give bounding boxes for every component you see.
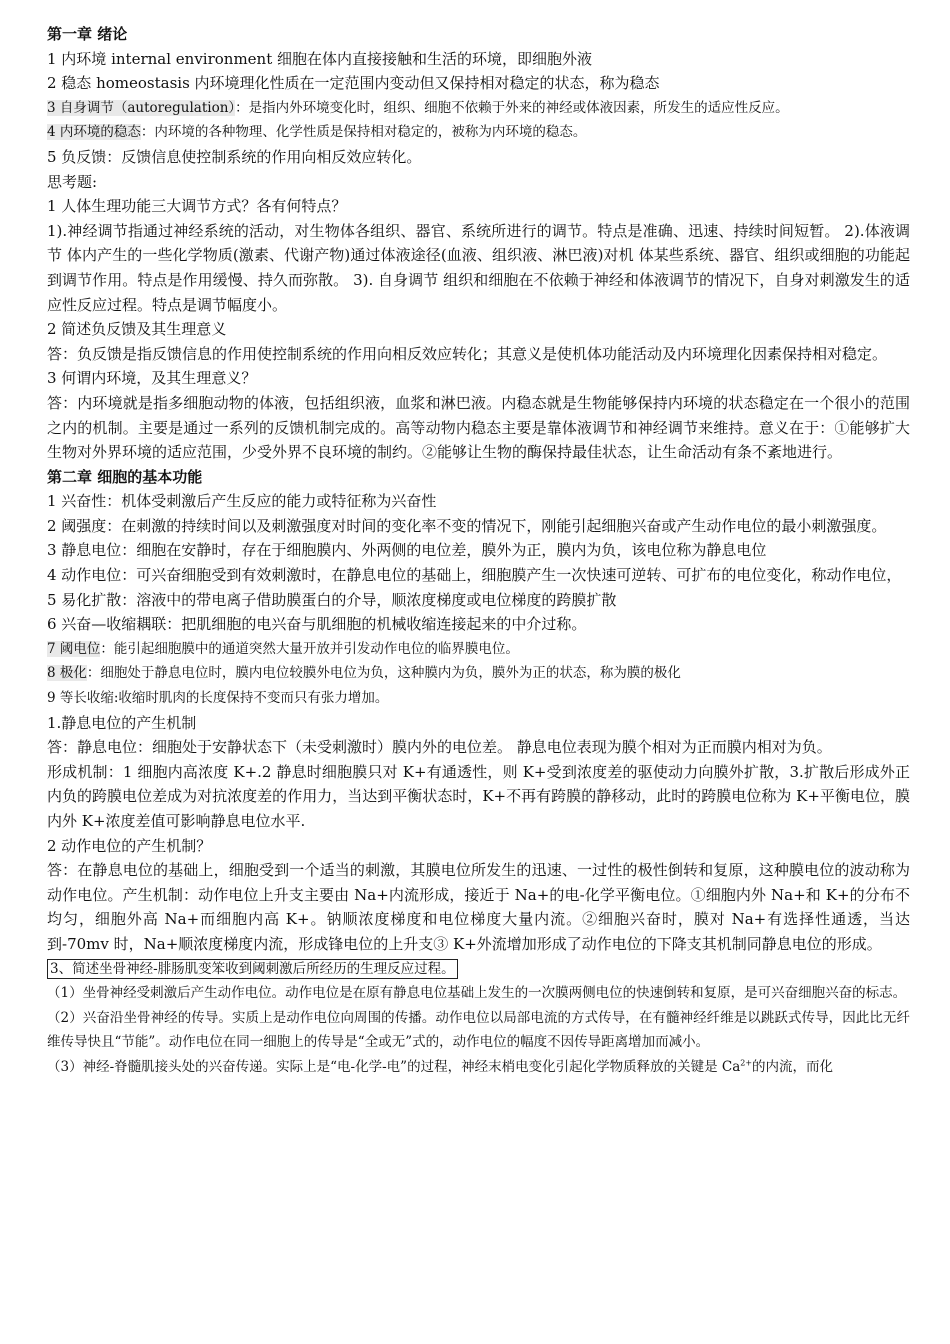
ch1-def-1: 1 内环境 internal environment 细胞在体内直接接触和生活的环境，即细胞外液 [47,49,593,68]
ch2-def-7 [47,637,910,662]
ch2-answer-1a: 答：静息电位：细胞处于安静状态下（未受刺激时）膜内外的电位差。 静息电位表现为膜个相对为正而膜内相对为负。 [47,738,832,757]
ch2-def-7-text: ：能引起细胞膜中的通道突然大量开放并引发动作电位的临界膜电位。 [100,640,519,657]
ch1-def-2: 2 稳态 homeostasis 内环境理化性质在一定范围内变动但又保持相对稳定的状态，称为稳态 [47,74,660,93]
ch1-question-3: 3 何谓内环境，及其生理意义？ [47,369,257,388]
chapter2-title: 第二章 细胞的基本功能 [47,467,203,486]
ch2-question-3-boxed: 3、简述坐骨神经-腓肠肌变笨收到阈刺激后所经历的生理反应过程。 [47,959,458,979]
ch2-answer-2: 答：在静息电位的基础上，细胞受到一个适当的刺激，其膜电位所发生的迅速、一过性的极性倒转和复原，这种膜电位的波动称为动作电位。产生机制：动作电位上升支主要由 Na+内流形成，接近于 Na+的电-化学平衡电位。①细胞内外 Na+和 K+的分布不均匀，细胞外高 Na+而细胞内高 K+。钠顺浓度梯度和电位梯度大量内流。②细胞兴奋时，膜对 Na+有选择性通透，当达到-70mv 时，Na+顺浓度梯度内流，形成锋电位的上升支③ K+外流增加形成了动作电位的下降支其机制同静息电位的形成。 [47,861,910,953]
ch2-answer-3-1: （1）坐骨神经受刺激后产生动作电位。动作电位是在原有静息电位基础上发生的一次膜两侧电位的快速倒转和复原，是可兴奋细胞兴奋的标志。 [47,985,907,1002]
ch1-def-4 [47,120,910,145]
ch1-question-2: 2 简述负反馈及其生理意义 [47,320,227,339]
ch2-question-1: 1.静息电位的产生机制 [47,713,197,732]
ch1-def-3-text: ：是指内外环境变化时，组织、细胞不依赖于外来的神经或体液因素，所发生的适应性反应。 [235,99,789,116]
ch1-def-5: 5 负反馈：反馈信息使控制系统的作用向相反效应转化。 [47,147,422,166]
ch1-answer-2: 答：负反馈是指反馈信息的作用使控制系统的作用向相反效应转化；其意义是使机体功能活动及内环境理化因素保持相对稳定。 [47,344,888,363]
ch2-answer-1b: 形成机制：1 细胞内高浓度 K+.2 静息时细胞膜只对 K+有通透性，则 K+受到浓度差的驱使动力向膜外扩散，3.扩散后形成外正内负的跨膜电位差成为对抗浓度差的作用力，当达到平衡状态时，K+不再有跨膜的静移动，此时的跨膜电位称为 K+平衡电位，膜内外 K+浓度差值可影响静息电位水平. [47,762,910,830]
chapter1-title: 第一章 绪论 [47,25,128,43]
ch1-answer-1: 1).神经调节指通过神经系统的活动，对生物体各组织、器官、系统所进行的调节。特点是准确、迅速、持续时间短暂。 2).体液调节 体内产生的一些化学物质(激素、代谢产物)通过体液途径(血液、组织液、淋巴液)对机 体某些系统、器官、组织或细胞的功能起到调节作用。特点是作用缓慢、持久而弥散。 3). 自身调节 组织和细胞在不依赖于神经和体液调节的情况下，自身对刺激发生的适应性反应过程。特点是调节幅度小。 [47,221,910,314]
ch2-answer-3-3 [47,1055,910,1080]
ch2-def-5: 5 易化扩散：溶液中的带电离子借助膜蛋白的介导，顺浓度梯度或电位梯度的跨膜扩散 [47,590,617,609]
ch2-def-8 [47,661,910,686]
ch2-def-1: 1 兴奋性：机体受刺激后产生反应的能力或特征称为兴奋性 [47,492,437,511]
ch2-def-2: 2 阈强度：在刺激的持续时间以及刺激强度对时间的变化率不变的情况下，刚能引起细胞兴奋或产生动作电位的最小刺激强度。 [47,516,887,535]
ch2-def-7-label: 7 阈电位 [47,640,101,657]
ch2-def-4: 4 动作电位：可兴奋细胞受到有效刺激时，在静息电位的基础上，细胞膜产生一次快速可逆转、可扩布的电位变化，称动作电位， [47,566,902,585]
ch2-question-2: 2 动作电位的产生机制？ [47,836,212,855]
ch2-question-3 [47,957,910,982]
ch1-def-4-label: 4 内环境的稳态 [47,124,141,141]
calcium-charge: 2+ [740,1058,753,1068]
ch2-def-9: 9 等长收缩:收缩时肌肉的长度保持不变而只有张力增加。 [47,690,389,707]
ch2-def-8-label: 8 极化 [47,665,87,682]
ch1-thinking-heading: 思考题: [47,172,98,191]
ch2-def-8-text: ：细胞处于静息电位时，膜内电位较膜外电位为负，这种膜内为负，膜外为正的状态，称为膜的极化 [86,665,681,682]
ch2-def-6: 6 兴奋—收缩耦联：把肌细胞的电兴奋与肌细胞的机械收缩连接起来的中介过称。 [47,615,587,634]
ch1-def-4-text: ：内环境的各种物理、化学性质是保持相对稳定的，被称为内环境的稳态。 [140,124,587,141]
ch2-answer-3-2: （2）兴奋沿坐骨神经的传导。实质上是动作电位向周围的传播。动作电位以局部电流的方式传导，在有髓神经纤维是以跳跃式传导，因此比无纤维传导快且“节能”。动作电位在同一细胞上的传导是“全或无”式的，动作电位的幅度不因传导距离增加而减小。 [47,1009,910,1051]
ch1-question-1: 1 人体生理功能三大调节方式？各有何特点？ [47,197,347,216]
ch1-def-3-label: 3 自身调节（autoregulation） [47,99,236,116]
ch2-answer-3-3a: （3）神经-脊髓肌接头处的兴奋传递。实际上是“电-化学-电”的过程，神经末梢电变化引起化学物质释放的关键是 Ca [47,1058,741,1075]
ch1-def-3 [47,96,910,121]
ch1-answer-3: 答：内环境就是指多细胞动物的体液，包括组织液，血浆和淋巴液。内稳态就是生物能够保持内环境的状态稳定在一个很小的范围之内的机制。主要是通过一系列的反馈机制完成的。高等动物内稳态主要是靠体液调节和神经调节来维持。意义在于：①能够扩大生物对外界环境的适应范围，少受外界不良环境的制约。②能够让生物的酶保持最佳状态，让生命活动有条不紊地进行。 [47,393,910,462]
ch2-def-3: 3 静息电位：细胞在安静时，存在于细胞膜内、外两侧的电位差，膜外为正，膜内为负，该电位称为静息电位 [47,541,767,560]
ch2-answer-3-3b: 的内流，而化 [752,1058,834,1075]
